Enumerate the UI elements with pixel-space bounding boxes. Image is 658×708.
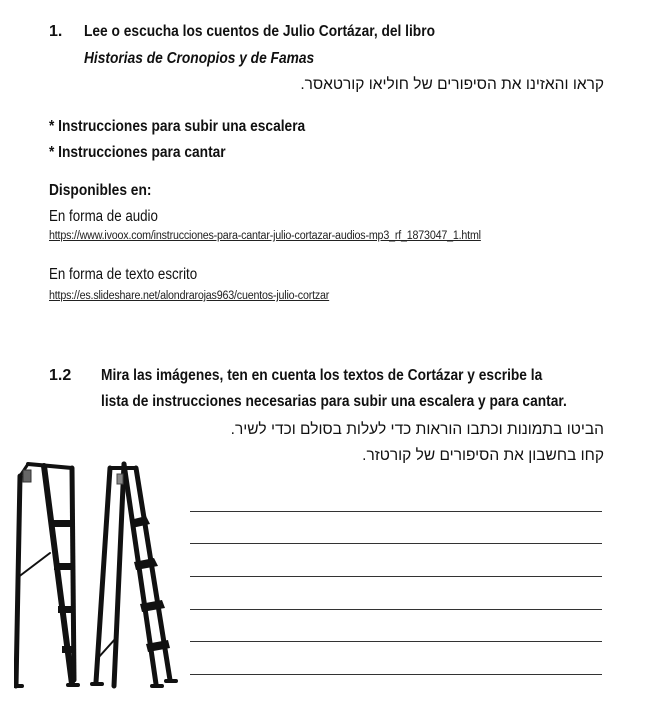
section-1-hebrew: קראו והאזינו את הסיפורים של חוליאו קורטאסר. [300, 76, 604, 93]
available-heading: Disponibles en: [49, 182, 152, 199]
ladder-2-icon [92, 464, 176, 686]
section-1-instruction: Lee o escucha los cuentos de Julio Cortázar, del libro [84, 23, 435, 40]
answer-line-3[interactable] [190, 576, 602, 577]
answer-line-2[interactable] [190, 543, 602, 544]
ladders-illustration [14, 458, 184, 698]
audio-label: En forma de audio [49, 208, 158, 225]
answer-line-6[interactable] [190, 674, 602, 675]
section-1-number: 1. [49, 23, 63, 40]
answer-line-5[interactable] [190, 641, 602, 642]
section-1-2-line1: Mira las imágenes, ten en cuenta los textos de Cortázar y escribe la [101, 367, 543, 384]
ladder-images [14, 458, 184, 698]
section-1-2-hebrew-1: הביטו בתמונות וכתבו הוראות כדי לעלות בסולם וכדי לשיר. [230, 421, 604, 438]
ladder-1-icon [14, 464, 78, 686]
section-1-2-hebrew-2: קחו בחשבון את הסיפורים של קורטזר. [362, 447, 604, 464]
book-title: Historias de Cronopios y de Famas [84, 50, 315, 67]
answer-line-4[interactable] [190, 609, 602, 610]
answer-line-1[interactable] [190, 511, 602, 512]
section-1-2-line2: lista de instrucciones necesarias para subir una escalera y para cantar. [101, 393, 567, 410]
text-label: En forma de texto escrito [49, 266, 198, 283]
text-link[interactable]: https://es.slideshare.net/alondrarojas963/cuentos-julio-cortzar [49, 290, 330, 302]
audio-link[interactable]: https://www.ivoox.com/instrucciones-para-cantar-julio-cortazar-audios-mp3_rf_1873047_1.html [49, 230, 481, 242]
item-cantar: * Instrucciones para cantar [49, 144, 226, 161]
section-1-2-number: 1.2 [49, 367, 72, 384]
item-subir-escalera: * Instrucciones para subir una escalera [49, 118, 306, 135]
